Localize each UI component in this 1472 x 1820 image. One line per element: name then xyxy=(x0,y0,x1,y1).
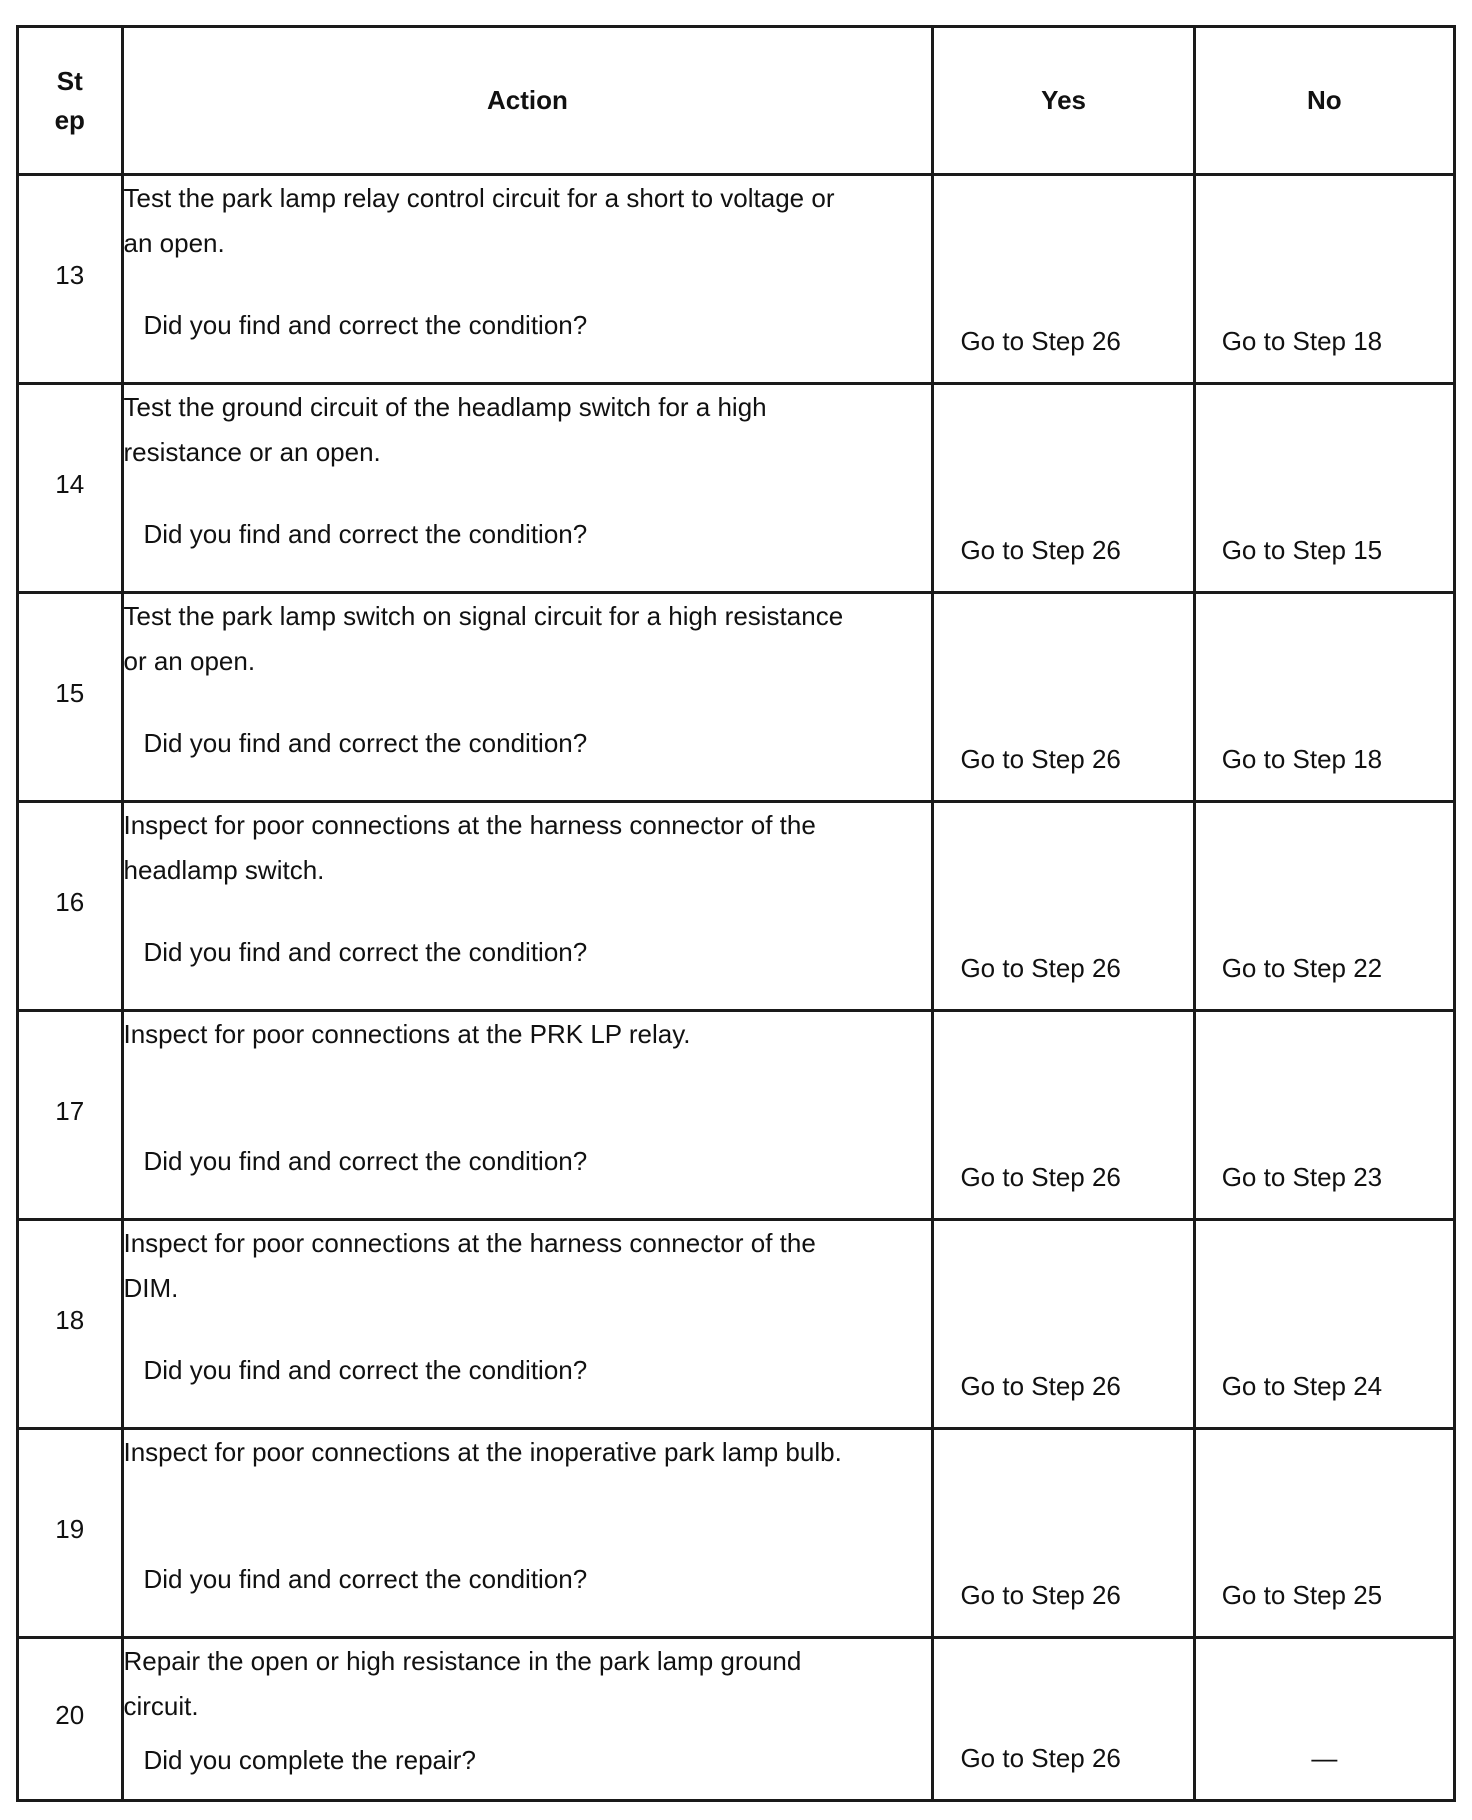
action-question: Did you find and correct the condition? xyxy=(143,937,588,968)
yes-cell xyxy=(933,802,1194,1011)
action-question: Did you find and correct the condition? xyxy=(143,1146,588,1177)
step-number: 17 xyxy=(18,1011,123,1220)
action-question: Did you complete the repair? xyxy=(143,1745,476,1776)
yes-link: Go to Step 26 xyxy=(960,744,1121,775)
no-link: Go to Step 25 xyxy=(1221,1580,1383,1611)
action-cell xyxy=(122,175,933,384)
no-link: Go to Step 15 xyxy=(1221,535,1383,566)
table-row xyxy=(18,802,1455,1011)
table-row xyxy=(18,384,1455,593)
no-link: Go to Step 22 xyxy=(1221,953,1383,984)
step-number: 18 xyxy=(18,1220,123,1429)
yes-link: Go to Step 26 xyxy=(960,1162,1121,1193)
yes-cell xyxy=(933,384,1194,593)
no-cell xyxy=(1194,1220,1454,1429)
table-row xyxy=(18,1638,1455,1801)
step-number: 16 xyxy=(18,802,123,1011)
yes-link: Go to Step 26 xyxy=(960,953,1121,984)
action-question: Did you find and correct the condition? xyxy=(143,1564,588,1595)
action-question: Did you find and correct the condition? xyxy=(143,1355,588,1386)
no-link: Go to Step 24 xyxy=(1221,1371,1383,1402)
table-row xyxy=(18,175,1455,384)
yes-link: Go to Step 26 xyxy=(960,326,1121,357)
table-row xyxy=(18,1011,1455,1220)
no-link: Go to Step 18 xyxy=(1221,326,1383,357)
step-number: 20 xyxy=(18,1638,123,1801)
yes-link: Go to Step 26 xyxy=(960,1371,1121,1402)
table-row xyxy=(18,1429,1455,1638)
yes-cell xyxy=(933,1220,1194,1429)
yes-link: Go to Step 26 xyxy=(960,1743,1121,1774)
action-text: Inspect for poor connections at the PRK LP relay. xyxy=(123,1019,691,1049)
action-text: Test the park lamp switch on signal circuit for a high resistance or an open. xyxy=(123,601,844,676)
action-text: Inspect for poor connections at the inoperative park lamp bulb. xyxy=(123,1437,842,1467)
action-cell xyxy=(122,1638,933,1801)
no-link: Go to Step 23 xyxy=(1221,1162,1383,1193)
action-text: Repair the open or high resistance in the park lamp ground circuit. xyxy=(123,1646,802,1721)
yes-cell xyxy=(933,1011,1194,1220)
action-cell xyxy=(122,1429,933,1638)
no-cell xyxy=(1194,1011,1454,1220)
step-number: 19 xyxy=(18,1429,123,1638)
step-number: 14 xyxy=(18,384,123,593)
action-text: Test the ground circuit of the headlamp switch for a high resistance or an open. xyxy=(123,392,767,467)
yes-cell xyxy=(933,593,1194,802)
no-cell xyxy=(1194,1638,1454,1801)
table-row xyxy=(18,1220,1455,1429)
action-text: Inspect for poor connections at the harness connector of the headlamp switch. xyxy=(123,810,816,885)
table-row xyxy=(18,593,1455,802)
step-number: 13 xyxy=(18,175,123,384)
yes-cell xyxy=(933,175,1194,384)
no-cell xyxy=(1194,802,1454,1011)
action-cell xyxy=(122,802,933,1011)
table-header-row xyxy=(18,27,1455,175)
header-step: St ep xyxy=(18,27,123,175)
step-number: 15 xyxy=(18,593,123,802)
action-question: Did you find and correct the condition? xyxy=(143,519,588,550)
yes-cell xyxy=(933,1638,1194,1801)
no-cell xyxy=(1194,384,1454,593)
no-link: Go to Step 18 xyxy=(1221,744,1383,775)
no-cell xyxy=(1194,175,1454,384)
action-question: Did you find and correct the condition? xyxy=(143,728,588,759)
header-action: Action xyxy=(122,27,933,175)
no-cell xyxy=(1194,1429,1454,1638)
yes-cell xyxy=(933,1429,1194,1638)
yes-link: Go to Step 26 xyxy=(960,1580,1121,1611)
diagnostic-procedure-table xyxy=(16,25,1456,1802)
action-cell xyxy=(122,1011,933,1220)
action-text: Inspect for poor connections at the harness connector of the DIM. xyxy=(123,1228,816,1303)
yes-link: Go to Step 26 xyxy=(960,535,1121,566)
action-cell xyxy=(122,384,933,593)
action-text: Test the park lamp relay control circuit for a short to voltage or an open. xyxy=(123,183,835,258)
action-cell xyxy=(122,593,933,802)
action-cell xyxy=(122,1220,933,1429)
no-dash: — xyxy=(1311,1743,1338,1774)
header-no: No xyxy=(1194,27,1454,175)
action-question: Did you find and correct the condition? xyxy=(143,310,588,341)
no-cell xyxy=(1194,593,1454,802)
header-yes: Yes xyxy=(933,27,1194,175)
